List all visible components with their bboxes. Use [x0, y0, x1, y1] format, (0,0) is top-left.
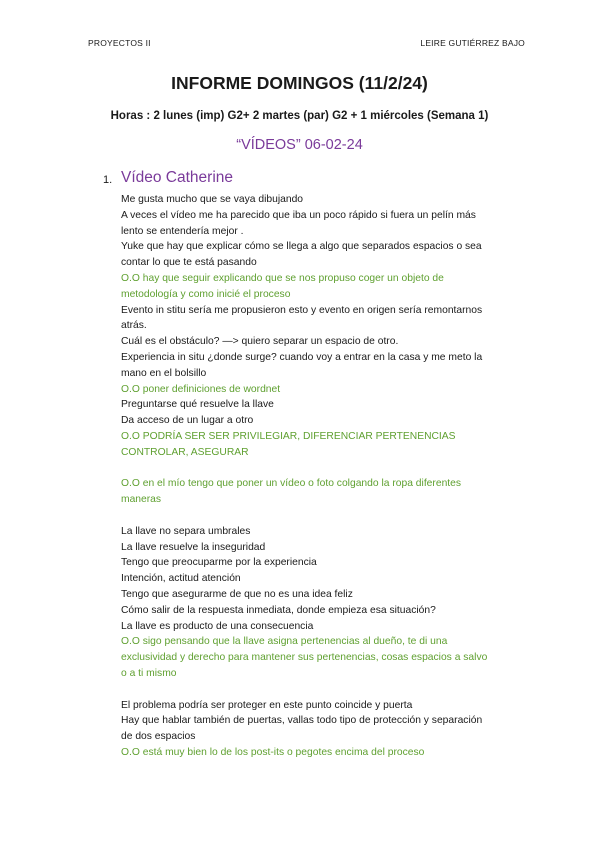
list-number: 1.	[103, 174, 113, 186]
note-line: A veces el vídeo me ha parecido que iba un poco rápido si fuera un pelín más	[121, 209, 476, 221]
note-line: Evento in stitu sería me propusieron esto y evento en origen sería remontarnos	[121, 304, 483, 316]
note-line: Me gusta mucho que se vaya dibujando	[121, 194, 304, 205]
hours-line: Horas : 2 lunes (imp) G2+ 2 martes (par) G2 + 1 miércoles (Semana 1)	[110, 110, 489, 122]
document-title: INFORME DOMINGOS (11/2/24)	[171, 73, 428, 93]
comment-line: O.O en el mío tengo que poner un vídeo o foto colgando la ropa diferentes	[121, 478, 462, 490]
comment-line: O.O sigo pensando que la llave asigna pertenencias al dueño, te di una	[121, 636, 448, 648]
note-line: lento se entendería mejor .	[121, 225, 244, 237]
section-title: “VÍDEOS” 06-02-24	[236, 137, 363, 153]
blank-line	[121, 461, 521, 477]
comment-line: O.O está muy bien lo de los post-its o pegotes encima del proceso	[121, 746, 425, 758]
note-line: Tengo que preocuparme por la experiencia	[121, 557, 317, 569]
comment-line: O.O poner definiciones de wordnet	[121, 383, 281, 395]
comment-line: CONTROLAR, ASEGURAR	[121, 446, 249, 458]
blank-line	[121, 508, 521, 524]
note-line: contar lo que te está pasando	[121, 257, 257, 269]
header-course: PROYECTOS II	[88, 38, 151, 48]
note-line: mano en el bolsillo	[121, 367, 207, 379]
comment-line: O.O PODRÍA SER SER PRIVILEGIAR, DIFERENCIAR PERTENENCIAS	[121, 430, 456, 442]
comment-line: exclusividad y derecho para mantener sus pertenencias, cosas espacios a salvo	[121, 652, 488, 664]
blank-line	[121, 682, 521, 698]
note-line: de dos espacios	[121, 731, 196, 743]
comment-line: O.O hay que seguir explicando que se nos propuso coger un objeto de	[121, 272, 444, 284]
note-line: Da acceso de un lugar a otro	[121, 415, 254, 427]
note-line: Cuál es el obstáculo? —> quiero separar un espacio de otro.	[121, 336, 399, 348]
note-line: Tengo que asegurarme de que no es una idea feliz	[121, 588, 353, 600]
comment-line: metodología y como inicié el proceso	[121, 288, 291, 300]
note-line: Intención, actitud atención	[121, 573, 241, 585]
comment-line: maneras	[121, 494, 162, 506]
header-author: LEIRE GUTIÉRREZ BAJO	[420, 38, 525, 48]
comment-line: o a ti mismo	[121, 667, 177, 679]
note-line: Cómo salir de la respuesta inmediata, donde empieza esa situación?	[121, 604, 436, 616]
note-line: La llave no separa umbrales	[121, 525, 251, 537]
note-line: La llave es producto de una consecuencia	[121, 620, 314, 632]
note-line: Hay que hablar también de puertas, vallas todo tipo de protección y separación	[121, 715, 483, 727]
note-line: Preguntarse qué resuelve la llave	[121, 399, 274, 411]
list-heading: Vídeo Catherine	[121, 169, 234, 186]
note-line: Experiencia in situ ¿donde surge? cuando voy a entrar en la casa y me meto la	[121, 351, 483, 363]
notes-body	[121, 192, 521, 761]
note-line: Yuke que hay que explicar cómo se llega a algo que separados espacios o sea	[121, 241, 482, 253]
note-line: El problema podría ser proteger en este punto coincide y puerta	[121, 699, 413, 711]
note-line: La llave resuelve la inseguridad	[121, 541, 266, 553]
note-line: atrás.	[121, 320, 147, 332]
